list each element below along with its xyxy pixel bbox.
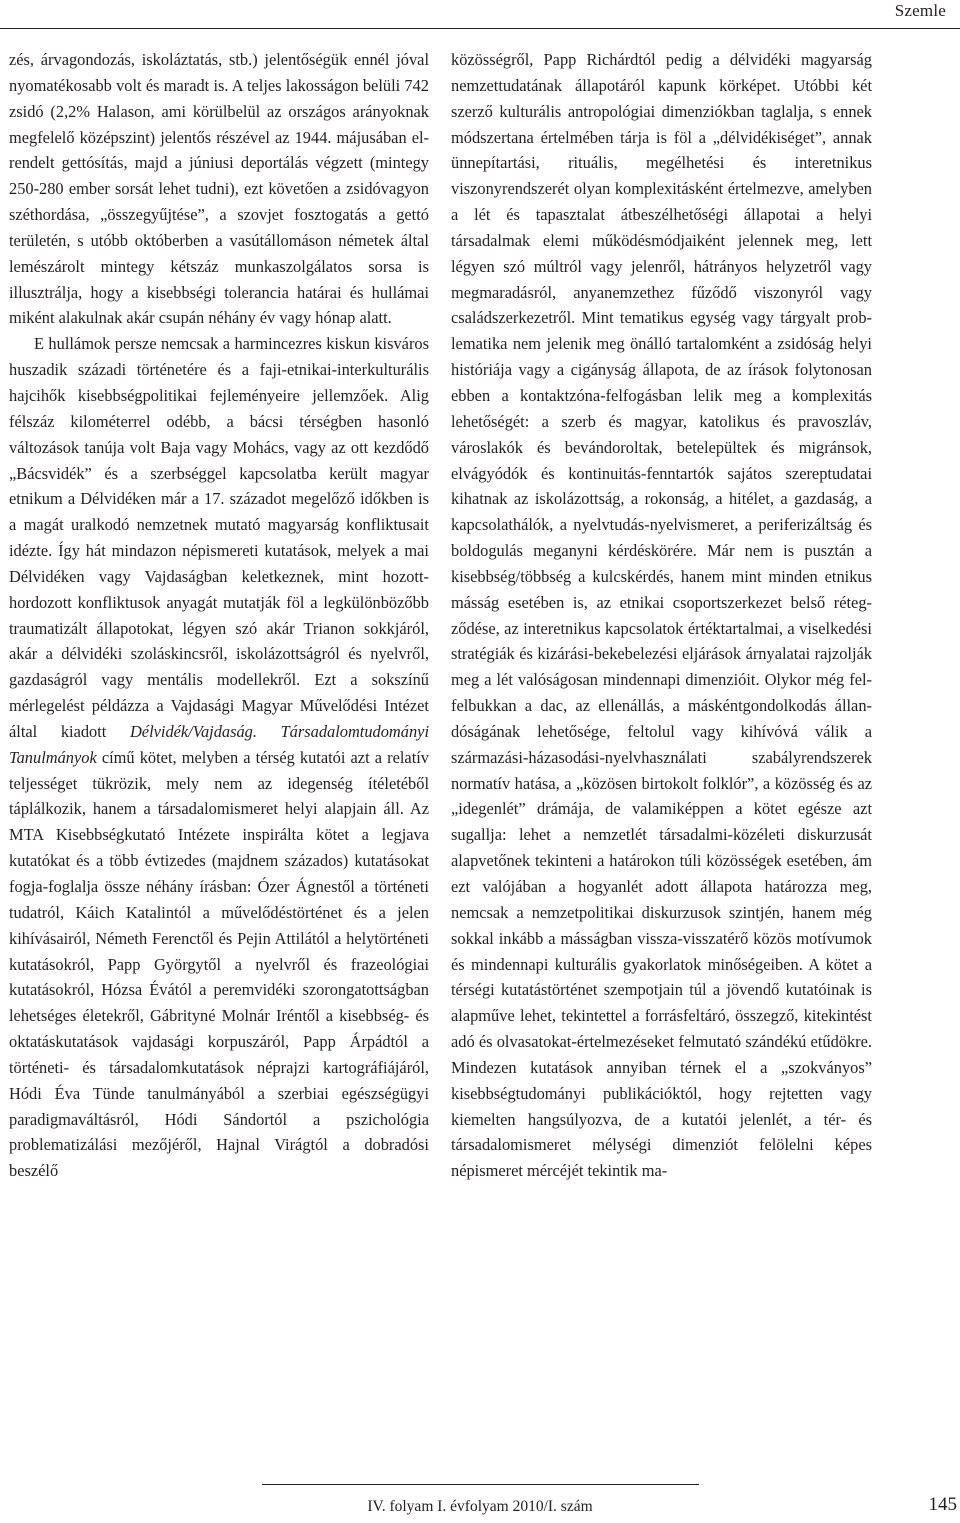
left-column <box>9 47 429 1184</box>
book-title: Délvidék/Vajdaság. Társadalomtudományi Tanulmányok <box>9 721 429 767</box>
paragraph-text: című kötet, melyben a térség kutatói azt a relatív teljességet tükrözik, mely nem az idegenség ítéletéből táplálkozik, hanem a társadalomismeret helyi alapjain áll. Az MTA Kisebbségkutató Intézete inspirálta kötet a legjava kutatókat és a több évtizedes (majdnem százados) kutatásokat fogja-foglalja össze néhány írásban: Ózer Ágnestől a történeti tudatról, Káich Katalintól a művelődéstörténet és a jelen kihívásairól, Németh Ferenctől és Pejin Attilától a helytörténeti kutatásokról, Papp Györgytől a nyelvről és frazeológiai kutatásokról, Hózsa Évától a peremvidéki szorongatottságban lehetséges életekről, Gábrityné Molnár Iréntől a kisebbség- és oktatáskutatások vajdasági korpuszáról, Papp Árpádtól a történeti- és társadalomkutatások néprajzi kartográfiájáról, Hódi Éva Tünde tanulmányából a szerbiai egészségügyi paradigmaváltásról, Hódi Sándortól a pszichológia problematizálási mezőjéről, Hajnal Virágtól a dobradósi beszélő <box>9 747 429 1181</box>
page-number: 145 <box>928 1494 957 1515</box>
header-rule <box>0 28 960 29</box>
paragraph-text: E hullámok persze nemcsak a harmincezres kiskun kisváros huszadik századi történetére és a faji-etnikai-interkulturális hajcihők kisebbségpolitikai fejleményeire jellemzőek. Alig félszáz kilométerrel odébb, a bácsi térségben hasonló változások tanúja volt Baja vagy Mohács, vagy az ott kezdődő „Bácsvidék” és a szerbséggel kapcsolatba került magyar etnikum a Délvidéken már a 17. századot megelőző időkben is a magát uralkodó nemzetnek mutató magyarság konfliktusait idézte. Így hát mindazon népismereti kutatások, melyek a mai Délvidéken vagy Vajdaságban keletkeznek, mint hozott-hordozott konfliktusok anyagát mutatják föl a legkülönbözőbb traumatizált állapotokat, légyen szó akár Trianon sokkjáról, akár a délvidéki szoláskincsről, iskolázottságról és nyelvről, gazdaságról vagy mentális modellekről. Ezt a sokszínű mérlegelést példázza a Vajdasági Magyar Művelődési Intézet által kiadott <box>9 334 429 741</box>
right-column <box>451 47 872 1184</box>
issue-label: IV. folyam I. évfolyam 2010/I. szám <box>367 1498 593 1515</box>
paragraph <box>9 331 429 1184</box>
paragraph: közösségről, Papp Richárdtól pedig a délvidéki magyarság nemzettudatának állapotáról kapunk körképet. Utóbbi két szerző kulturális antropológiai dimenziókban taglalja, s ennek módszertana értelmében tárja is föl a „délvidékiséget”, annak ünnepítartási, rituális, megélhetési és interetnikus viszonyrendszerét olyan komplexitásként értelmezve, amelyben a lét és tapasztalat átbeszélhetőségi állapotai a helyi társadalmak elemi működésmódjaiként jelennek meg, lett légyen szó múltról vagy jelenről, hátrányos helyzetről vagy megmaradásról, anyanemzethez fűződő viszonyról vagy családszerkezetről. Mint tematikus egység vagy tárgyalt problematika nem jelenik meg önálló tartalomként a zsidóság helyi históriája vagy a cigányság állapota, de az írások folytonosan ebben a kontaktzóna-felfogásban lelik meg a komplexitás lehetőségét: a szerb és magyar, katolikus és pravoszláv, városlakók és bevándoroltak, betelepültek és migránsok, elvágyódók és kontinuitás-fenntartók sajátos szereptudatai kihatnak az iskolázottság, a rokonság, a hitélet, a gazdaság, a kapcsolathálók, a nyelvtudás-nyelvismeret, a periferizáltság és boldogulás meganyni kérdéskörére. Már nem is pusztán a kisebbség/többség a kulcskérdés, hanem mint minden etnikus másság esetében is, az etnikai csoportszerkezet belső rétegződése, az interetnikus kapcsolatok értéktartalmai, a viselkedési stratégiák és kizárási-bekebelezési eljárások árnyalatai rajzolják meg a lét valóságosan mindennapi dimenzióit. Olykor még fel-felbukkan a dac, az ellenállás, a máskéntgondolkodás állandóságának lehetősége, feltolul vagy kihívóvá válik a származási-házasodási-nyelvhasználati szabályrendszerek normatív hatása, a „közösen birtokolt folklór”, a közösség és az „idegenlét” drámája, de valamiképpen a kötet egésze azt sugallja: lehet a nemzetlét társadalmi-közéleti diskurzusát alapvetőnek tekinteni a határokon túli közösségek esetében, ám ezt valójában a hogyanlét adott állapota határozza meg, nemcsak a nemzetpolitikai diskurzusok szintjén, hanem még sokkal inkább a másságban vissza-visszatérő közös motívumok és mindennapi kulturális gyakorlatok minőségeiben. A kötet a térségi kutatástörténet szempotjain túl a jövendő kutatóinak is alapműve lehet, tekintettel a forrásfeltáró, összegző, kitekintést adó és olvasatokat-értelmezéseket felmutató szándékú etűdökre. Mindezen kutatások annyiban térnek el a „szokványos” kisebbségtudományi publikációktól, hogy rejtetten vagy kiemelten hangsúlyozva, de a kutatói jelenlét, a tér- és társadalomismeret mélységi dimenziót felölelni képes népismeret mércéjét tekintik ma- <box>451 50 872 1181</box>
footer-rule <box>262 1484 699 1485</box>
paragraph: zés, árvagondozás, iskoláztatás, stb.) jelentőségük ennél jóval nyomatékosabb volt és maradt is. A teljes lakosságon belüli 742 zsidó (2,2% Halason, ami körülbelül az országos arányoknak megfelelő középszint) jelentős részével az 1944. májusában elrendelt gettósítás, majd a júniusi deportálás végzett (mintegy 250-280 ember sorsát lehet tudni), ezt követően a zsidóvagyon széthordása, „összegyűjtése”, a szovjet fosztogatás a gettó területén, s utóbb októberben a vasútállomáson németek által lemészárolt mintegy kétszáz munkaszolgálatos sorsa is illusztrálja, hogy a kisebbségi tolerancia határai és hullámai miként alakulnak akár csupán néhány év vagy hónap alatt. <box>9 50 429 328</box>
section-label: Szemle <box>894 1 946 20</box>
